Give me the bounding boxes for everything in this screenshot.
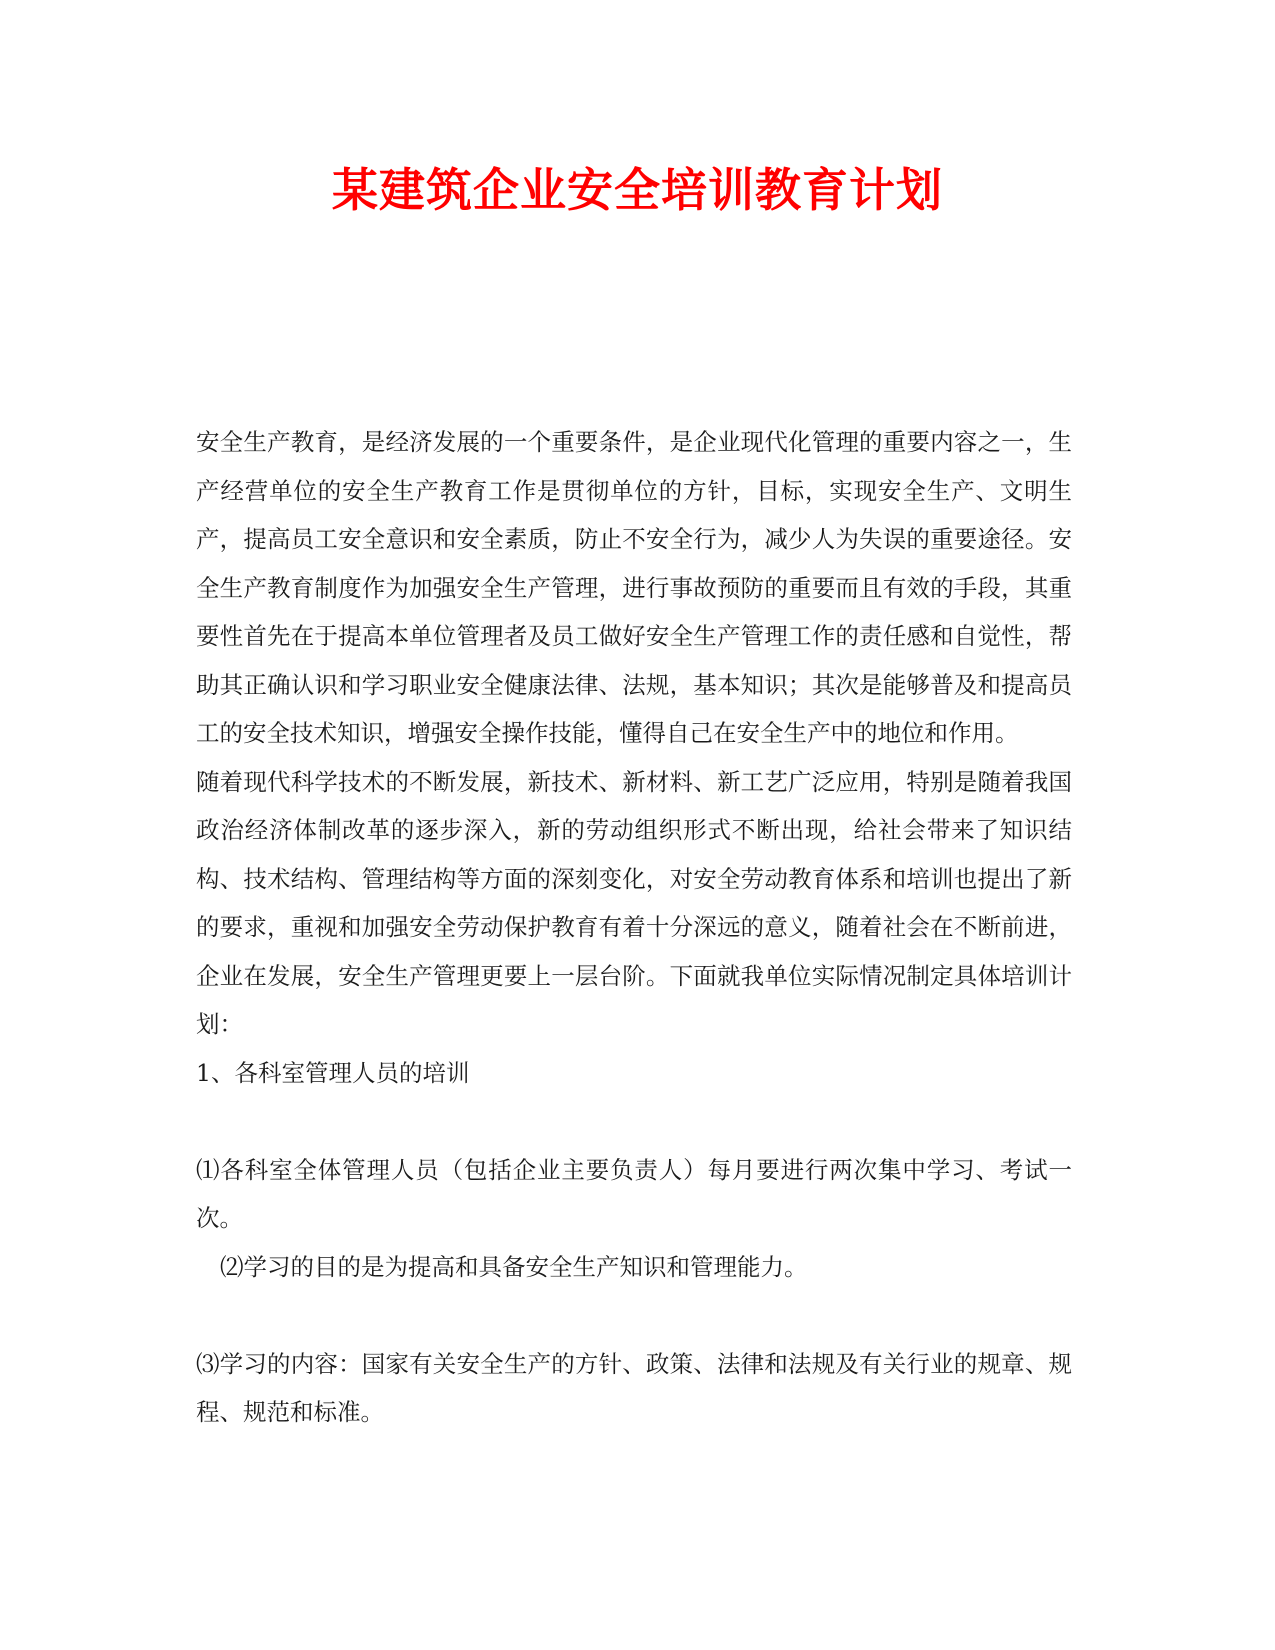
paragraph-background: 随着现代科学技术的不断发展，新技术、新材料、新工艺广泛应用，特别是随着我国政治经济体制改革的逐步深入，新的劳动组织形式不断出现，给社会带来了知识结构、技术结构、管理结构等方面的深刻变化，对安全劳动教育体系和培训也提出了新的要求，重视和加强安全劳动保护教育有着十分深远的意义，随着社会在不断前进，企业在发展，安全生产管理更要上一层台阶。下面就我单位实际情况制定具体培训计划： [196, 767, 1072, 1038]
list-item-2: ⑵学习的目的是为提高和具备安全生产知识和管理能力。 [220, 1252, 808, 1281]
spacer [196, 1291, 1072, 1340]
list-item-1: ⑴各科室全体管理人员（包括企业主要负责人）每月要进行两次集中学习、考试一次。 [196, 1155, 1072, 1232]
spacer [196, 1097, 1072, 1146]
document-title: 某建筑企业安全培训教育计划 [332, 163, 943, 217]
section-heading-1: 1、各科室管理人员的培训 [196, 1058, 470, 1087]
list-item-3: ⑶学习的内容：国家有关安全生产的方针、政策、法律和法规及有关行业的规章、规程、规范和标准。 [196, 1349, 1072, 1426]
document-body [196, 418, 1072, 1437]
paragraph-intro: 安全生产教育，是经济发展的一个重要条件，是企业现代化管理的重要内容之一，生产经营单位的安全生产教育工作是贯彻单位的方针，目标，实现安全生产、文明生产，提高员工安全意识和安全素质，防止不安全行为，减少人为失误的重要途径。安全生产教育制度作为加强安全生产管理，进行事故预防的重要而且有效的手段，其重要性首先在于提高本单位管理者及员工做好安全生产管理工作的责任感和自觉性，帮助其正确认识和学习职业安全健康法律、法规，基本知识；其次是能够普及和提高员工的安全技术知识，增强安全操作技能，懂得自己在安全生产中的地位和作用。 [196, 428, 1072, 747]
